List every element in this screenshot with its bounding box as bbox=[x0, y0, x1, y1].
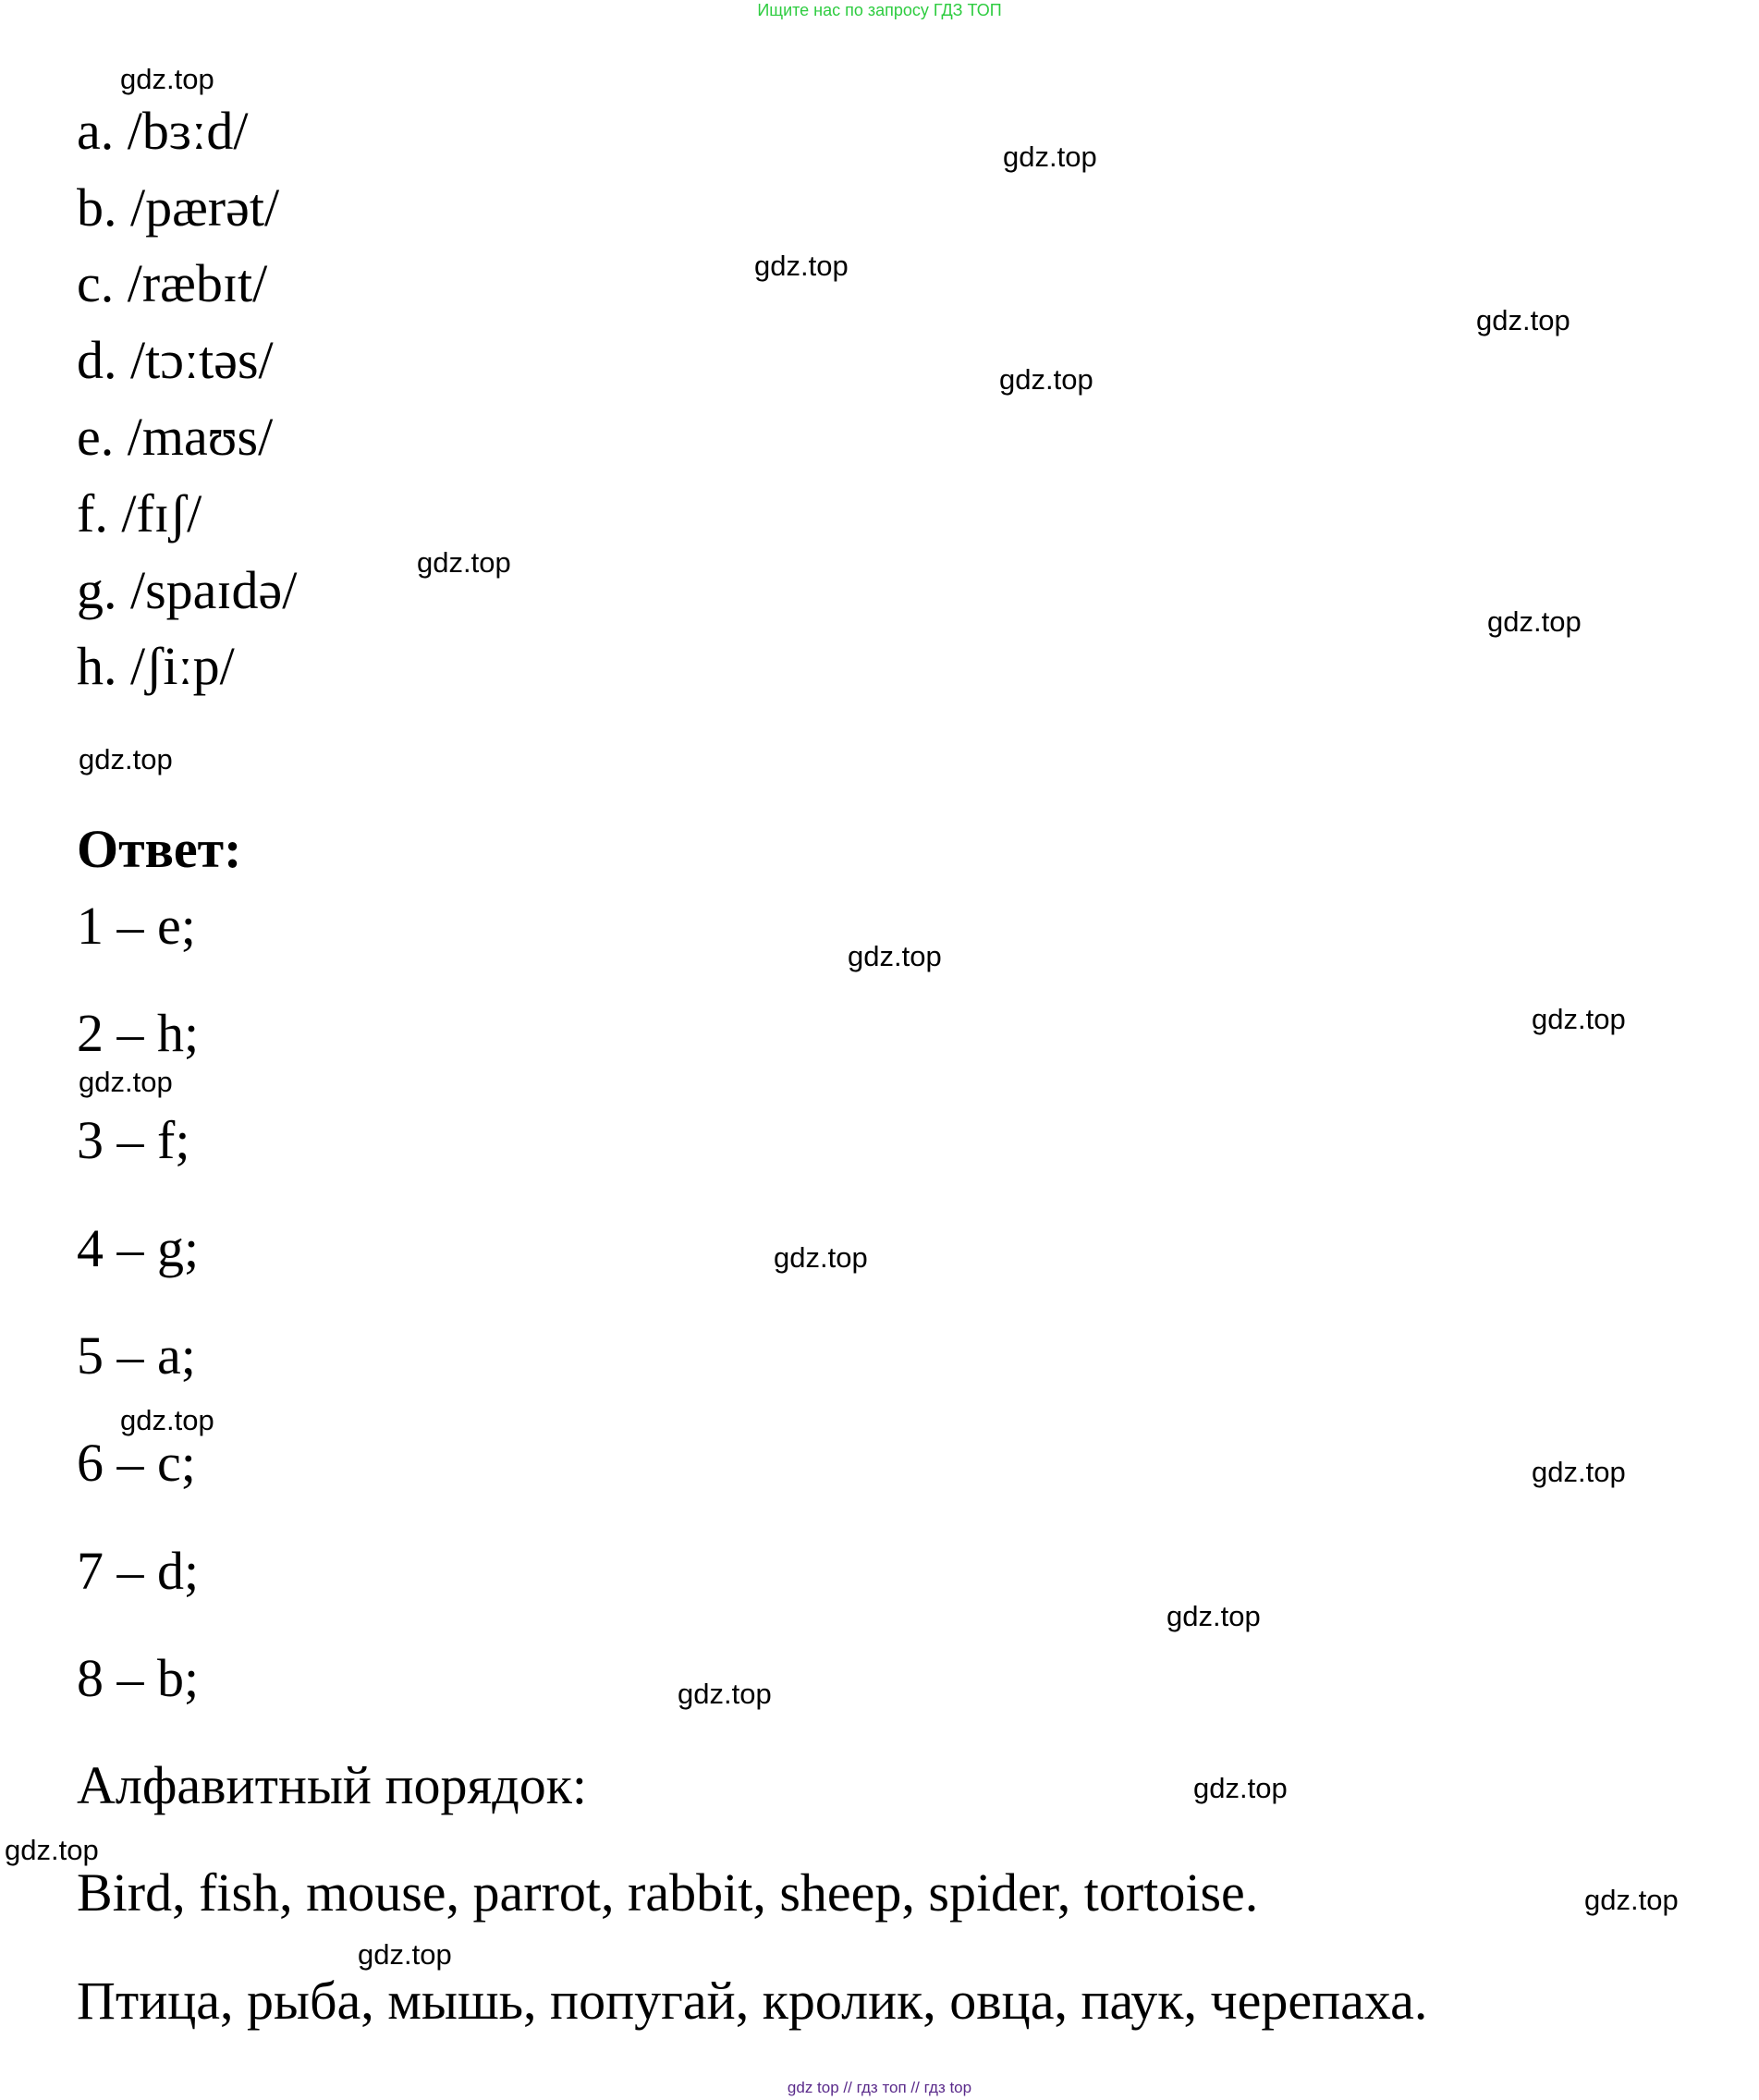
watermark: gdz.top bbox=[678, 1678, 772, 1710]
answer-2: 2 – h; bbox=[77, 1003, 200, 1063]
russian-list: Птица, рыба, мышь, попугай, кролик, овца, паук, черепаха. bbox=[77, 1971, 1428, 2031]
english-list: Bird, fish, mouse, parrot, rabbit, sheep, spider, tortoise. bbox=[77, 1862, 1259, 1923]
transcription-f: f. /fɪʃ/ bbox=[77, 483, 202, 543]
watermark: gdz.top bbox=[1532, 1456, 1626, 1488]
transcription-b: b. /pærət/ bbox=[77, 177, 280, 238]
answer-heading: Ответ: bbox=[77, 819, 242, 879]
watermark: gdz.top bbox=[79, 743, 173, 775]
transcription-d: d. /tɔːtəs/ bbox=[77, 330, 274, 390]
answer-4: 4 – g; bbox=[77, 1218, 200, 1278]
watermark: gdz.top bbox=[999, 363, 1093, 396]
watermark: gdz.top bbox=[417, 546, 511, 579]
top-banner: Ищите нас по запросу ГДЗ ТОП bbox=[757, 1, 1002, 19]
watermark: gdz.top bbox=[358, 1938, 452, 1971]
watermark: gdz.top bbox=[120, 1404, 214, 1436]
watermark: gdz.top bbox=[1193, 1772, 1288, 1804]
transcription-a: a. /bɜːd/ bbox=[77, 101, 249, 161]
answer-5: 5 – a; bbox=[77, 1325, 196, 1386]
watermark: gdz.top bbox=[5, 1834, 99, 1866]
watermark: gdz.top bbox=[79, 1066, 173, 1098]
watermark: gdz.top bbox=[754, 250, 849, 282]
watermark: gdz.top bbox=[120, 63, 214, 95]
answer-6: 6 – c; bbox=[77, 1433, 196, 1493]
answer-7: 7 – d; bbox=[77, 1541, 200, 1601]
transcription-h: h. /ʃiːp/ bbox=[77, 636, 235, 696]
watermark: gdz.top bbox=[1003, 140, 1097, 173]
watermark: gdz.top bbox=[1167, 1600, 1261, 1632]
alphabet-heading: Алфавитный порядок: bbox=[77, 1755, 587, 1815]
watermark: gdz.top bbox=[1532, 1003, 1626, 1035]
answer-3: 3 – f; bbox=[77, 1110, 190, 1170]
watermark: gdz.top bbox=[774, 1241, 868, 1274]
watermark: gdz.top bbox=[1487, 605, 1582, 638]
footer: gdz top // гдз топ // гдз top bbox=[787, 2079, 972, 2096]
watermark: gdz.top bbox=[1584, 1884, 1679, 1916]
answer-1: 1 – e; bbox=[77, 896, 196, 956]
watermark: gdz.top bbox=[848, 940, 942, 972]
transcription-e: e. /maʊs/ bbox=[77, 407, 274, 467]
transcription-c: c. /ræbɪt/ bbox=[77, 253, 268, 313]
watermark: gdz.top bbox=[1476, 304, 1570, 336]
transcription-g: g. /spaɪdə/ bbox=[77, 560, 298, 620]
answer-8: 8 – b; bbox=[77, 1648, 200, 1708]
